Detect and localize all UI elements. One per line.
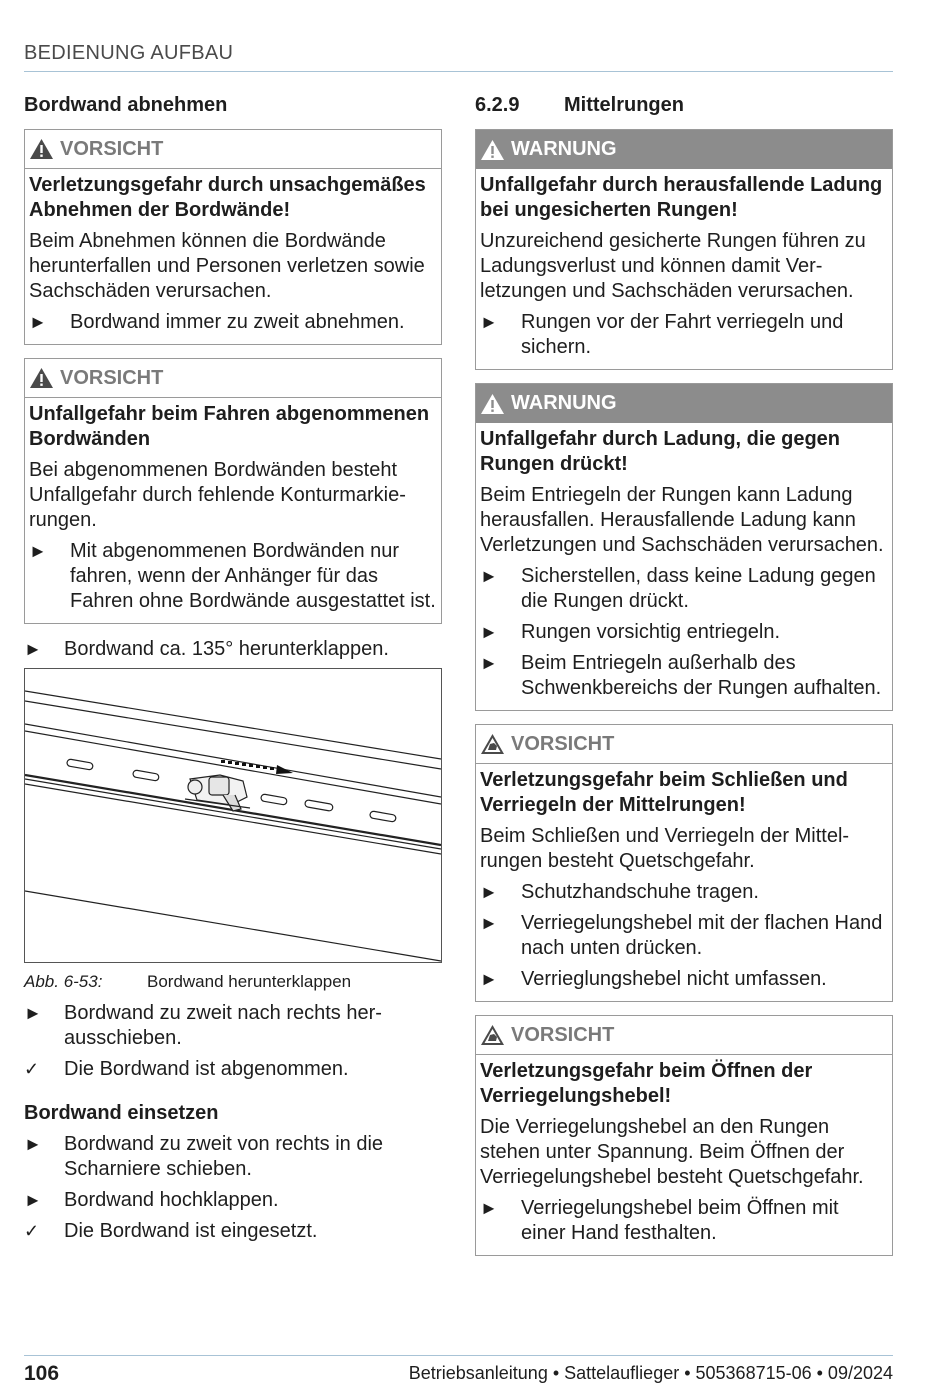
header-rule [24,71,893,72]
signal-word: VORSICHT [511,732,615,755]
warning-triangle-icon [480,393,505,415]
step-marker-icon: ► [480,1198,498,1218]
figure-bordwand-herunterklappen [24,668,442,963]
caution-box-2 [24,358,442,624]
warning-box-1 [475,129,893,370]
result-item [24,1219,442,1244]
figure-drawing [25,669,441,962]
heading-bordwand-einsetzen: Bordwand einsetzen [24,1102,219,1124]
step-marker-icon: ► [480,312,498,332]
measure-item [29,310,437,335]
step-marker-icon: ► [24,1134,42,1154]
measure-item [480,967,888,992]
instruction-step [24,1001,442,1051]
step-marker-icon: ► [480,622,498,642]
left-column [24,92,442,1250]
figure-number: Abb. 6-53: [24,972,103,991]
step-marker-icon: ► [24,1003,42,1023]
measure-item [480,911,888,961]
measure-item [480,1196,888,1246]
warning-triangle-icon [29,367,54,389]
checkmark-icon: ✓ [24,1059,40,1079]
signal-word: VORSICHT [60,137,164,160]
right-column [475,92,893,1269]
measure-text: Verrieglungshebel nicht umfassen. [521,968,827,990]
section-title: Mittelrungen [564,94,684,116]
step-marker-icon: ► [480,913,498,933]
hand-crush-warning-icon [480,733,505,755]
caution-box-1 [24,129,442,345]
figure-caption [24,971,442,993]
step-marker-icon: ► [480,882,498,902]
warning-triangle-icon [480,139,505,161]
section-number: 6.2.9 [475,94,520,116]
measure-text: Schutzhandschuhe tragen. [521,881,759,903]
hazard-title: Unfallgefahr durch herausfallende Ladung bei ungesicherten Rungen! [480,174,883,221]
hazard-title: Verletzungsgefahr durch unsachgemäßes Abnehmen der Bordwände! [29,174,426,221]
footer-rule [24,1355,893,1356]
warning-box-header [476,130,892,169]
figure-title: Bordwand herunterklappen [147,972,352,991]
caution-box-4 [475,1015,893,1256]
measure-text: Sicherstellen, dass keine Ladung gegen die Rungen drückt. [521,565,876,612]
measure-item [480,310,888,360]
caution-box-header [476,1016,892,1055]
measure-item [480,651,888,701]
footer-document-info: Betriebsanleitung • Sattelauflieger • 505368715-06 • 09/2024 [408,1363,893,1383]
hazard-text: Bei abgenommenen Bordwänden besteht Unfallgefahr durch fehlende Konturmarkierungen. [29,459,406,531]
measure-text: Mit abgenommenen Bordwänden nur fahren, wenn der Anhänger für das Fahren ohne Bordwände ausgestattet ist. [70,540,436,612]
signal-word: VORSICHT [511,1023,615,1046]
page-header-section: BEDIENUNG AUFBAU [24,42,234,64]
hazard-title: Verletzungsgefahr beim Öffnen der Verriegelungshebel! [480,1060,813,1107]
step-text: Bordwand zu zweit von rechts in die Scharniere schieben. [64,1133,384,1180]
result-text: Die Bordwand ist abgenommen. [64,1058,349,1080]
caution-box-header [476,725,892,764]
warning-triangle-icon [29,138,54,160]
hazard-text: Die Verriegelungshebel an den Rungen stehen unter Spannung. Beim Öffnen der Verriegelungshebel besteht Quetschgefahr. [480,1116,864,1188]
heading-mittelrungen [475,92,893,118]
hazard-title: Verletzungsgefahr beim Schließen und Verriegeln der Mittelrungen! [480,769,848,816]
hazard-text: Beim Entriegeln der Rungen kann Ladung herausfallen. Herausfallende Ladung kann Verletzungen und Sachschäden verursachen. [480,484,884,556]
page-number: 106 [24,1362,60,1385]
caution-box-header [25,359,441,398]
measure-text: Bordwand immer zu zweit abnehmen. [70,311,405,333]
result-text: Die Bordwand ist eingesetzt. [64,1220,318,1242]
caution-box-3 [475,724,893,1002]
warning-box-2 [475,383,893,711]
measure-item [29,539,437,614]
measure-text: Beim Entriegeln außerhalb des Schwenkbereichs der Rungen aufhalten. [521,652,882,699]
warning-box-header [476,384,892,423]
signal-word: VORSICHT [60,366,164,389]
signal-word: WARNUNG [511,138,617,160]
caution-box-header [25,130,441,169]
instruction-step [24,1188,442,1213]
step-marker-icon: ► [24,1190,42,1210]
step-text: Bordwand ca. 135° herunterklappen. [64,638,389,660]
hazard-title: Unfallgefahr durch Ladung, die gegen Rungen drückt! [480,428,841,475]
measure-item [480,620,888,645]
checkmark-icon: ✓ [24,1221,40,1241]
instruction-step [24,1132,442,1182]
step-marker-icon: ► [29,312,47,332]
signal-word: WARNUNG [511,392,617,414]
heading-bordwand-abnehmen: Bordwand abnehmen [24,94,228,116]
hazard-text: Beim Schließen und Verriegeln der Mittelrungen besteht Quetschgefahr. [480,825,850,872]
hazard-text: Beim Abnehmen können die Bordwände herunterfallen und Personen verletzen sowie Sachschäden verursachen. [29,230,425,302]
measure-text: Rungen vor der Fahrt verriegeln und sichern. [521,311,844,358]
step-marker-icon: ► [480,566,498,586]
hazard-text: Unzureichend gesicherte Rungen führen zu Ladungsverlust und können damit Verletzungen und Sachschäden verursachen. [480,230,866,302]
hazard-title: Unfallgefahr beim Fahren abgenommenen Bordwänden [29,403,430,450]
measure-text: Verriegelungshebel mit der flachen Hand nach unten drücken. [521,912,883,959]
step-text: Bordwand zu zweit nach rechts herausschieben. [64,1002,382,1049]
instruction-step [24,637,442,662]
measure-item [480,564,888,614]
step-marker-icon: ► [480,969,498,989]
measure-text: Verriegelungshebel beim Öffnen mit einer Hand festhalten. [521,1197,839,1244]
hand-crush-warning-icon [480,1024,505,1046]
step-marker-icon: ► [24,639,42,659]
step-marker-icon: ► [29,541,47,561]
result-item [24,1057,442,1082]
step-text: Bordwand hochklappen. [64,1189,279,1211]
measure-text: Rungen vorsichtig entriegeln. [521,621,781,643]
measure-item [480,880,888,905]
step-marker-icon: ► [480,653,498,673]
